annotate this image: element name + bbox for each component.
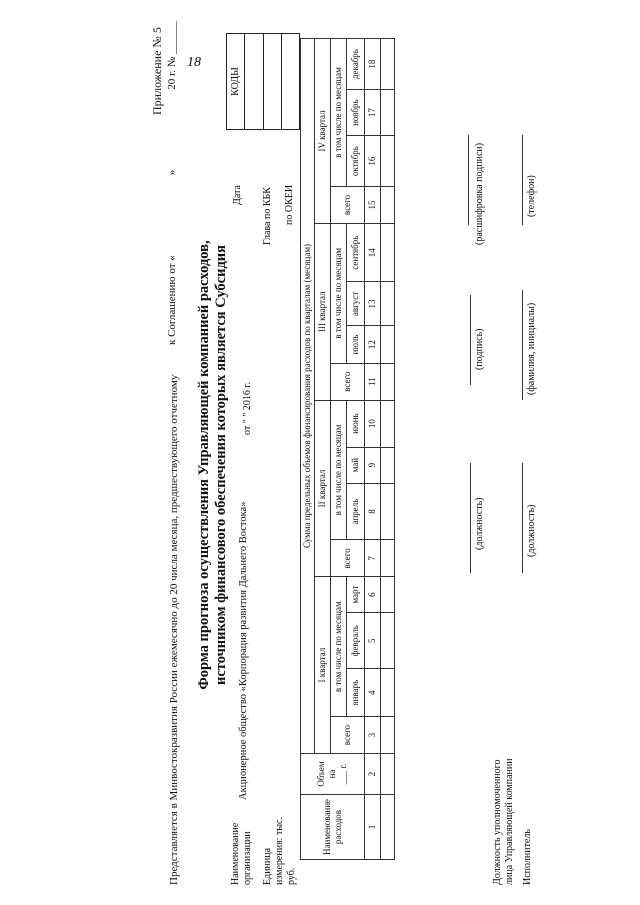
quarter-2-header: II квартал [315,400,331,577]
forecast-table [300,38,395,860]
month-header: август [347,282,365,326]
phone-caption: (телефон) [526,175,537,217]
code-label-kbk: Глава по КБК [262,187,273,245]
form-date: от " " 2016 г. [242,382,253,435]
data-cell [381,326,395,363]
col-header-volume-l2: на [327,769,337,779]
month-header: октябрь [347,136,365,187]
signature-line [470,295,471,385]
col-number: 5 [365,613,381,669]
form-title-line1: Форма прогноза осуществления Управляющей компанией расходов, [196,240,212,690]
q3-total-header: всего [331,363,365,400]
data-cell [381,39,395,90]
agreement-prefix: к Соглашению от « [166,255,178,345]
q1-incl-header: в том числе по месяцам [331,577,347,717]
q1-total-header: всего [331,717,365,754]
q4-total-header: всего [331,187,365,224]
agreement-year: 20 [166,78,178,90]
fio-caption: (фамилия, инициалы) [526,302,537,395]
quarter-1-header: I квартал [315,577,331,754]
col-header-volume-year: г. [338,763,348,769]
col-header-volume-l1: Объем [316,761,326,787]
official-label [492,758,516,885]
col-number: 4 [365,669,381,717]
codes-box [226,33,300,130]
month-header: март [347,577,365,613]
month-header: сентябрь [347,223,365,282]
col-number: 18 [365,39,381,90]
agreement-suffix: г. № [166,56,178,76]
col-number: 2 [365,754,381,795]
col-number: 17 [365,90,381,136]
code-cell-date [244,34,263,129]
decoding-caption: (расшифровка подписи) [474,142,485,245]
column-number-row [365,39,381,860]
col-number: 16 [365,136,381,187]
signature-caption: (подпись) [474,328,485,370]
org-name: Акционерное общество «Корпорация развития Дальнего Востока» [238,501,249,800]
month-header: декабрь [347,39,365,90]
month-header: апрель [347,483,365,540]
code-label-date: Дата [232,185,243,205]
data-cell [381,717,395,754]
code-cell-kbk [263,34,282,129]
month-header: июль [347,326,365,363]
col-header-volume [301,754,365,795]
data-cell [381,223,395,282]
q2-incl-header: в том числе по месяцам [331,400,347,540]
unit-label: Единица измерения: тыс. руб. [262,817,297,885]
code-label-okei: по ОКЕИ [284,184,295,225]
col-number: 6 [365,577,381,613]
page-number: 18 [187,55,201,70]
sum-header: Сумма предельных объемов финансирования расходов по кварталам (месяцам) [301,39,315,754]
annex-label: Приложение № 5 [150,27,164,115]
col-header-name: Наименование расходов [301,795,365,860]
col-number: 8 [365,483,381,540]
official-label-l2: лица Управляющей компании [504,758,515,885]
form-title-line2: источником финансового обеспечения которых является Субсидия [213,245,229,685]
data-cell [381,187,395,224]
quarter-4-header: IV квартал [315,39,331,224]
col-number: 9 [365,447,381,483]
form-title [196,175,230,755]
col-number: 11 [365,363,381,400]
col-number: 15 [365,187,381,224]
phone-line [522,135,523,225]
month-header: январь [347,669,365,717]
month-header: май [347,447,365,483]
data-cell [381,447,395,483]
col-number: 10 [365,400,381,447]
quarter-3-header: III квартал [315,223,331,400]
month-header: февраль [347,613,365,669]
agreement-mid: » [166,169,178,176]
official-label-l1: Должность уполномоченного [492,759,503,885]
data-cell [381,400,395,447]
q3-incl-header: в том числе по месяцам [331,223,347,363]
data-cell [381,90,395,136]
data-cell [381,577,395,613]
executor-position-line [522,463,523,573]
col-number: 7 [365,540,381,577]
data-cell [381,669,395,717]
q4-incl-header: в том числе по месяцам [331,39,347,187]
data-cell [381,282,395,326]
col-header-volume-l3: ___ г. [338,763,348,785]
data-cell [381,540,395,577]
col-number: 12 [365,326,381,363]
data-cell [381,754,395,795]
codes-header: КОДЫ [227,34,245,129]
month-header: июнь [347,400,365,447]
col-number: 1 [365,795,381,860]
decoding-line [468,135,469,225]
data-cell [381,483,395,540]
executor-label: Исполнитель [522,829,533,885]
col-number: 3 [365,717,381,754]
col-number: 14 [365,223,381,282]
data-cell [381,613,395,669]
position-caption: (должность) [474,497,485,550]
code-cell-okei [281,34,300,129]
agreement-reference: к Соглашению от «»20 г. № ______ [166,20,178,345]
executor-position-caption: (должность) [526,504,537,557]
org-label: Наименование организации [230,822,253,885]
position-line [470,463,471,573]
q2-total-header: всего [331,540,365,577]
month-header: ноябрь [347,90,365,136]
data-cell [381,136,395,187]
data-cell [381,795,395,860]
submission-note: Представляется в Минвостокразвития России ежемесячно до 20 числа месяца, предшествующего отчетному [168,374,180,885]
data-cell [381,363,395,400]
fio-line [522,290,523,400]
table-row [381,39,395,860]
col-number: 13 [365,282,381,326]
